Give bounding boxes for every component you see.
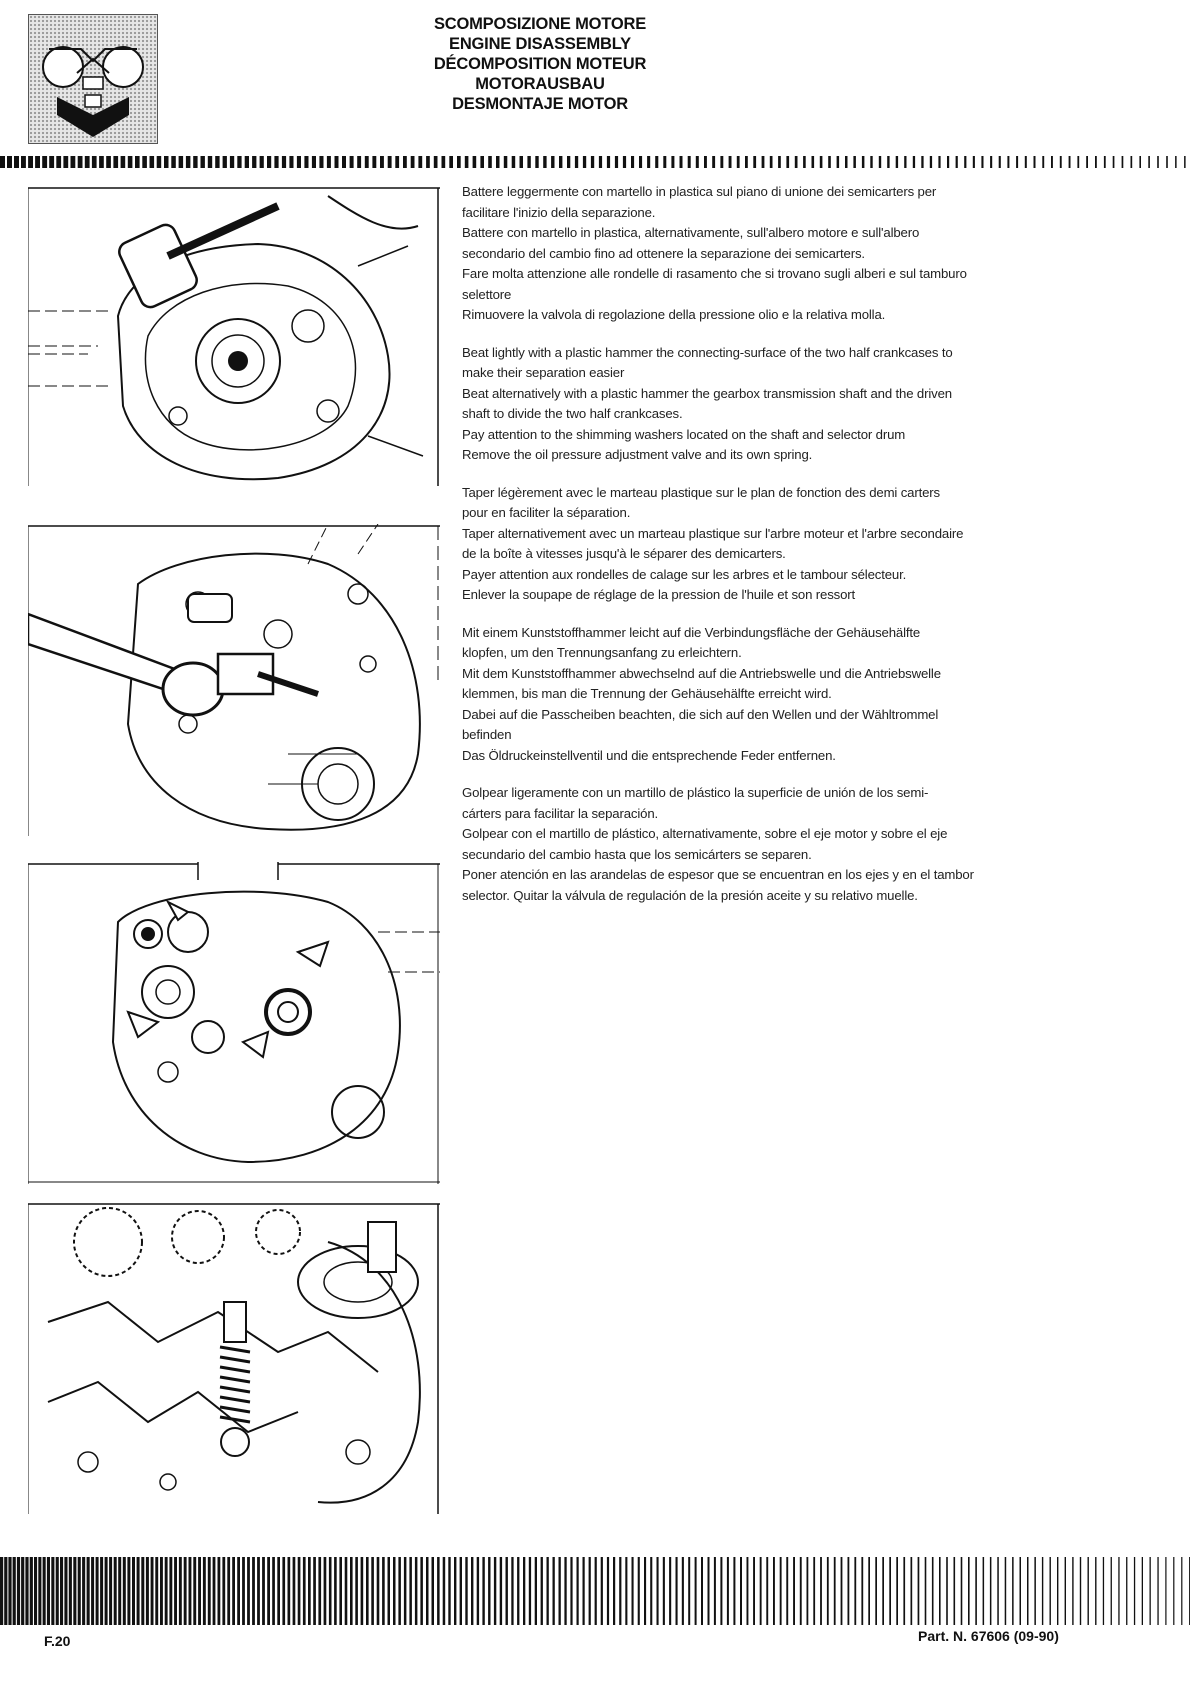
text-line: Pay attention to the shimming washers located on the shaft and selector drum	[462, 426, 906, 442]
text-line: klemmen, bis man die Trennung der Gehäusehälfte erreicht wird.	[462, 686, 832, 701]
text-line: Poner atención en las arandelas de espesor que se encuentran en los ejes y en el tambor	[462, 867, 974, 882]
figure-hammer-crankcase	[28, 186, 440, 486]
text-line: secondario del cambio fino ad ottenere la separazione dei semicarters.	[462, 245, 865, 261]
text-line: befinden	[462, 727, 512, 742]
text-line: Battere con martello in plastica, alternativamente, sull'albero motore e sull'albero	[462, 225, 920, 240]
title-german: MOTORAUSBAU	[475, 75, 605, 93]
page-number: F.20	[44, 1633, 71, 1649]
text-line: Beat lightly with a plastic hammer the connecting-surface of the two half crankcases to	[462, 344, 953, 360]
bottom-barcode-band	[0, 1557, 1190, 1625]
text-line: Das Öldruckeinstellventil und die entsprechende Feder entfernen.	[462, 747, 836, 763]
text-line: Battere leggermente con martello in plastica sul piano di unione dei semicarters per	[462, 184, 937, 199]
text-line: Enlever la soupape de réglage de la pression de l'huile et son ressort	[462, 587, 856, 602]
text-line: klopfen, um den Trennungsanfang zu erleichtern.	[462, 645, 742, 660]
paragraph-english	[462, 343, 1092, 466]
title-english: ENGINE DISASSEMBLY	[449, 35, 631, 53]
title-french: DÉCOMPOSITION MOTEUR	[433, 55, 647, 73]
title-spanish: DESMONTAJE MOTOR	[452, 95, 628, 113]
text-line: make their separation easier	[462, 365, 625, 380]
text-line: Taper légèrement avec le marteau plastique sur le plan de fonction des demi carters	[462, 484, 940, 500]
text-line: Golpear ligeramente con un martillo de plástico la superficie de unión de los semi-	[462, 785, 929, 800]
text-line: shaft to divide the two half crankcases.	[462, 406, 683, 421]
page-titles	[380, 14, 700, 114]
instructions-text	[462, 182, 1092, 923]
section-logo	[28, 14, 158, 144]
text-line: Beat alternatively with a plastic hammer the gearbox transmission shaft and the driven	[462, 385, 952, 401]
paragraph-french	[462, 483, 1092, 606]
paragraph-german	[462, 623, 1092, 767]
text-line: Mit dem Kunststoffhammer abwechselnd auf die Antriebswelle und die Antriebswelle	[462, 665, 941, 681]
text-line: Dabei auf die Passcheiben beachten, die sich auf den Wellen und der Wähltrommel	[462, 706, 939, 722]
paragraph-italian	[462, 182, 1092, 326]
part-number: Part. N. 67606 (09-90)	[918, 1628, 1059, 1644]
text-line: pour en faciliter la séparation.	[462, 505, 631, 520]
paragraph-spanish	[462, 783, 1092, 906]
text-line: cárters para facilitar la separación.	[462, 805, 659, 821]
text-line: Payer attention aux rondelles de calage sur les arbres et le tambour sélecteur.	[462, 566, 907, 582]
figure-oil-pressure-valve	[28, 1202, 440, 1514]
text-line: Remove the oil pressure adjustment valve and its own spring.	[462, 447, 813, 462]
text-line: facilitare l'inizio della separazione.	[462, 204, 656, 220]
text-line: Taper alternativement avec un marteau plastique sur l'arbre moteur et l'arbre secondaire	[462, 525, 964, 541]
text-line: Rimuovere la valvola di regolazione della pressione olio e la relativa molla.	[462, 307, 886, 322]
text-line: de la boîte à vitesses jusqu'à le séparer des demicarters.	[462, 546, 786, 561]
text-line: selector. Quitar la válvula de regulación de la presión aceite y su relativo muelle.	[462, 887, 918, 903]
top-barcode-rule	[0, 152, 1190, 172]
text-line: Fare molta attenzione alle rondelle di rasamento che si trovano sugli alberi e sul tamburo	[462, 266, 967, 281]
text-line: Mit einem Kunststoffhammer leicht auf die Verbindungsfläche der Gehäusehälfte	[462, 624, 921, 640]
text-line: secundario del cambio hasta que los semicárters se separen.	[462, 846, 812, 862]
figure-gearbox-shaft	[28, 524, 440, 836]
text-line: selettore	[462, 286, 512, 302]
figure-shafts-washers	[28, 862, 440, 1184]
text-line: Golpear con el martillo de plástico, alternativamente, sobre el eje motor y sobre el eje	[462, 826, 948, 841]
title-italian: SCOMPOSIZIONE MOTORE	[433, 15, 647, 33]
engine-section-icon	[29, 15, 157, 143]
